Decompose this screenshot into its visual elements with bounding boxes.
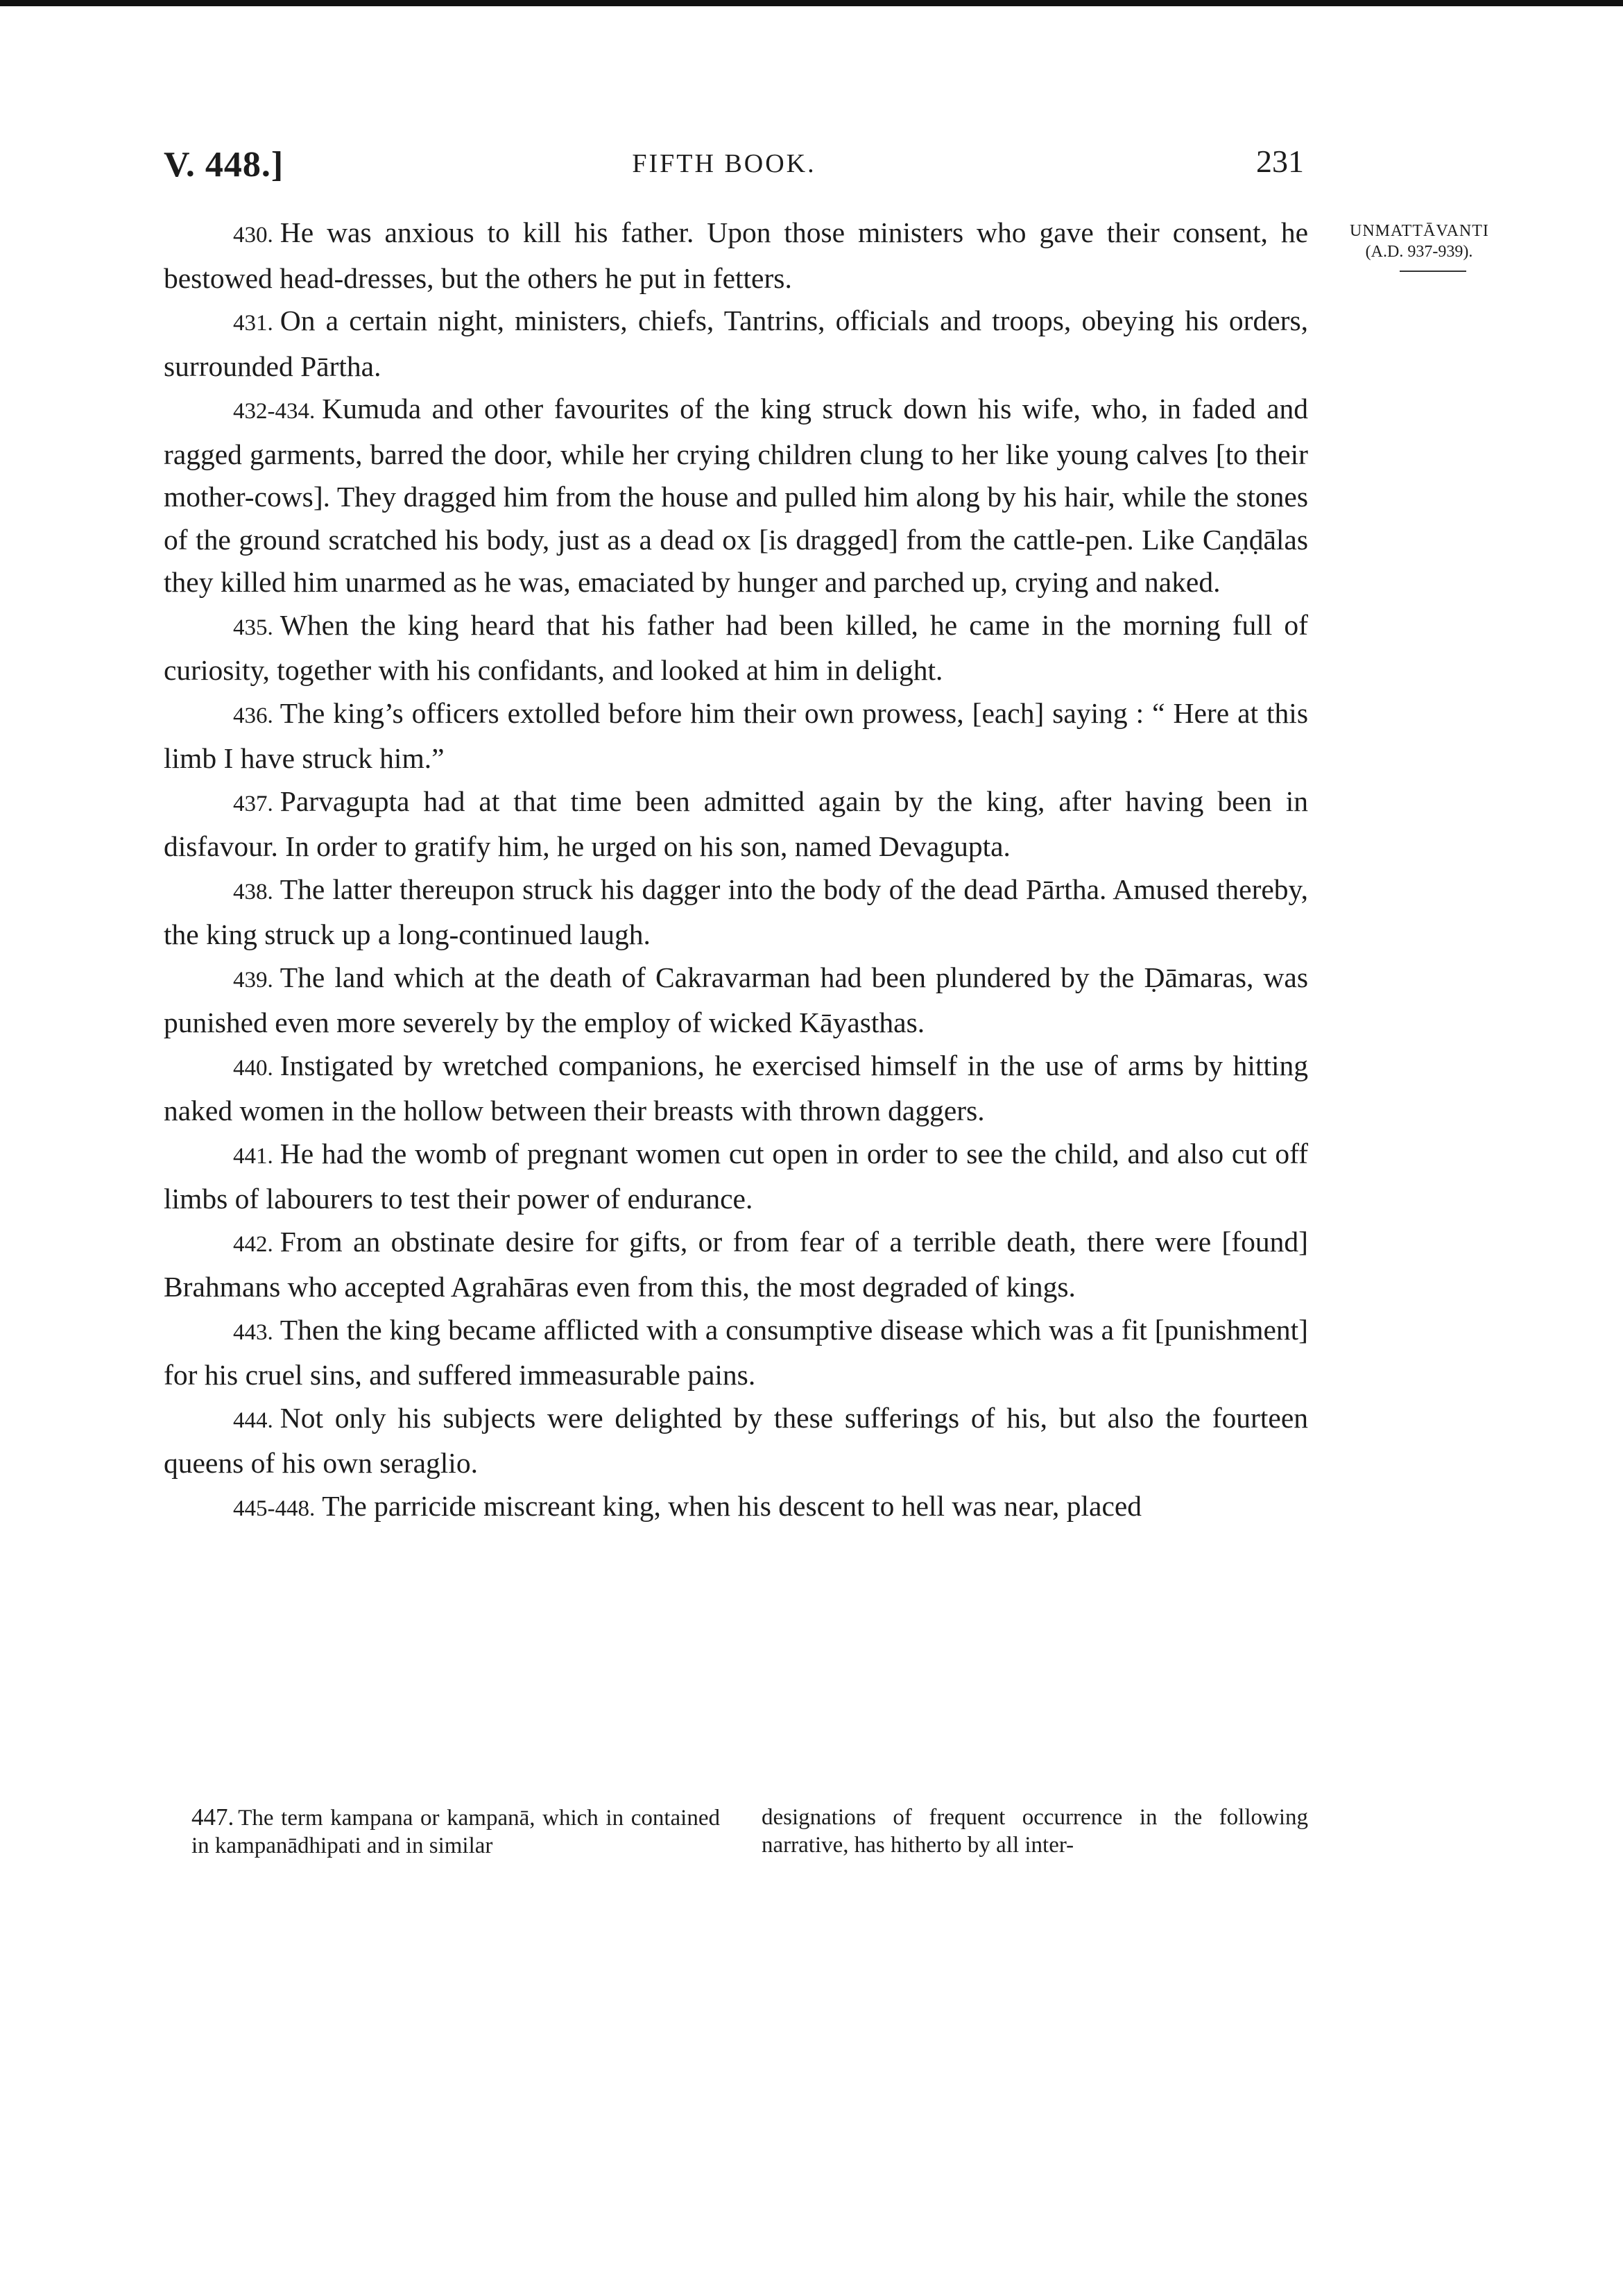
verse-text: Parvagupta had at that time been admitted again by the king, after having been in disfavour. In order to gratify him, he urged on his son, named Devagupta. — [164, 785, 1308, 862]
verse-paragraph — [164, 957, 1308, 1045]
verse-text: Instigated by wretched companions, he exercised himself in the use of arms by hitting naked women in the hollow between their breasts with thrown daggers. — [164, 1049, 1308, 1126]
verse-text: The latter thereupon struck his dagger into the body of the dead Pārtha. Amused thereby, the king struck up a long-continued laugh. — [164, 873, 1308, 950]
verse-paragraph — [164, 1045, 1308, 1133]
footnote-column-right — [762, 1804, 1308, 1859]
verse-number: 435. — [233, 615, 273, 640]
verse-number: 431. — [233, 311, 273, 336]
page-number: 231 — [1256, 144, 1304, 179]
footnote-text-left: The term kampana or kampanā, which in contained in kampanādhipati and in similar — [191, 1806, 720, 1858]
verse-number: 441. — [233, 1143, 273, 1169]
verse-text: He was anxious to kill his father. Upon those ministers who gave their consent, he bestowed head-dresses, but the others he put in fetters. — [164, 216, 1308, 294]
verse-text: Kumuda and other favourites of the king struck down his wife, who, in faded and ragged garments, barred the door, while her crying children clung to her like young calves [to their mother-cows]. They dragged him from the house and pulled him along by his hair, while the stones of the ground scratched his body, just as a dead ox [is dragged] from the cattle-pen. Like Caṇḍālas they killed him unarmed as he was, emaciated by hunger and parched up, crying and naked. — [164, 393, 1308, 598]
verse-paragraph — [164, 300, 1308, 388]
verse-number: 440. — [233, 1055, 273, 1081]
main-text — [164, 212, 1308, 1530]
footnote-number: 447. — [191, 1804, 234, 1831]
verse-text: Then the king became afflicted with a consumptive disease which was a fit [punishment] for his cruel sins, and suffered immeasurable pains. — [164, 1313, 1308, 1391]
verse-number: 432-434. — [233, 399, 316, 424]
verse-text: When the king heard that his father had been killed, he came in the morning full of curiosity, together with his confidants, and looked at him in delight. — [164, 608, 1308, 686]
footnote-column-left — [191, 1804, 720, 1860]
verse-paragraph — [164, 604, 1308, 692]
running-head-book-title: FIFTH BOOK. — [632, 149, 816, 178]
verse-number: 436. — [233, 703, 273, 728]
verse-paragraph — [164, 388, 1308, 604]
verse-paragraph — [164, 1397, 1308, 1485]
verse-paragraph — [164, 1309, 1308, 1397]
verse-paragraph — [164, 868, 1308, 957]
verse-text: On a certain night, ministers, chiefs, Tantrins, officials and troops, obeying his orders, surrounded Pārtha. — [164, 305, 1308, 382]
margin-note-reign: UNMATTĀVANTI — [1350, 222, 1489, 240]
scan-top-border — [0, 0, 1623, 6]
verse-number: 442. — [233, 1231, 273, 1257]
verse-number: 430. — [233, 223, 273, 248]
verse-number: 444. — [233, 1407, 273, 1433]
verse-text: From an obstinate desire for gifts, or from fear of a terrible death, there were [found] Brahmans who accepted Agrahāras even from this, the most degraded of kings. — [164, 1225, 1308, 1303]
verse-text: The land which at the death of Cakravarman had been plundered by the Ḍāmaras, was punished even more severely by the employ of wicked Kāyasthas. — [164, 961, 1308, 1038]
verse-text: He had the womb of pregnant women cut open in order to see the child, and also cut off limbs of labourers to test their power of endurance. — [164, 1137, 1308, 1215]
verse-paragraph — [164, 780, 1308, 868]
verse-number: 437. — [233, 791, 273, 816]
running-head-verse-range: V. 448.] — [164, 145, 284, 185]
verse-paragraph — [164, 1485, 1308, 1531]
margin-note-dates: (A.D. 937-939). — [1365, 243, 1473, 261]
margin-note-rule — [1400, 271, 1466, 272]
verse-paragraph — [164, 212, 1308, 300]
footnote-text-right: designations of frequent occurrence in the following narrative, has hitherto by all inter- — [762, 1805, 1308, 1858]
verse-paragraph — [164, 692, 1308, 780]
margin-note — [1350, 221, 1488, 272]
verse-text: Not only his subjects were delighted by these sufferings of his, but also the fourteen queens of his own seraglio. — [164, 1401, 1308, 1479]
verse-paragraph — [164, 1133, 1308, 1221]
verse-number: 443. — [233, 1319, 273, 1345]
verse-text: The parricide miscreant king, when his descent to hell was near, placed — [322, 1489, 1142, 1522]
verse-number: 445-448. — [233, 1496, 316, 1521]
verse-paragraph — [164, 1221, 1308, 1309]
verse-number: 439. — [233, 967, 273, 993]
verse-text: The king’s officers extolled before him their own prowess, [each] saying : “ Here at this limb I have struck him.” — [164, 696, 1308, 774]
verse-number: 438. — [233, 879, 273, 905]
